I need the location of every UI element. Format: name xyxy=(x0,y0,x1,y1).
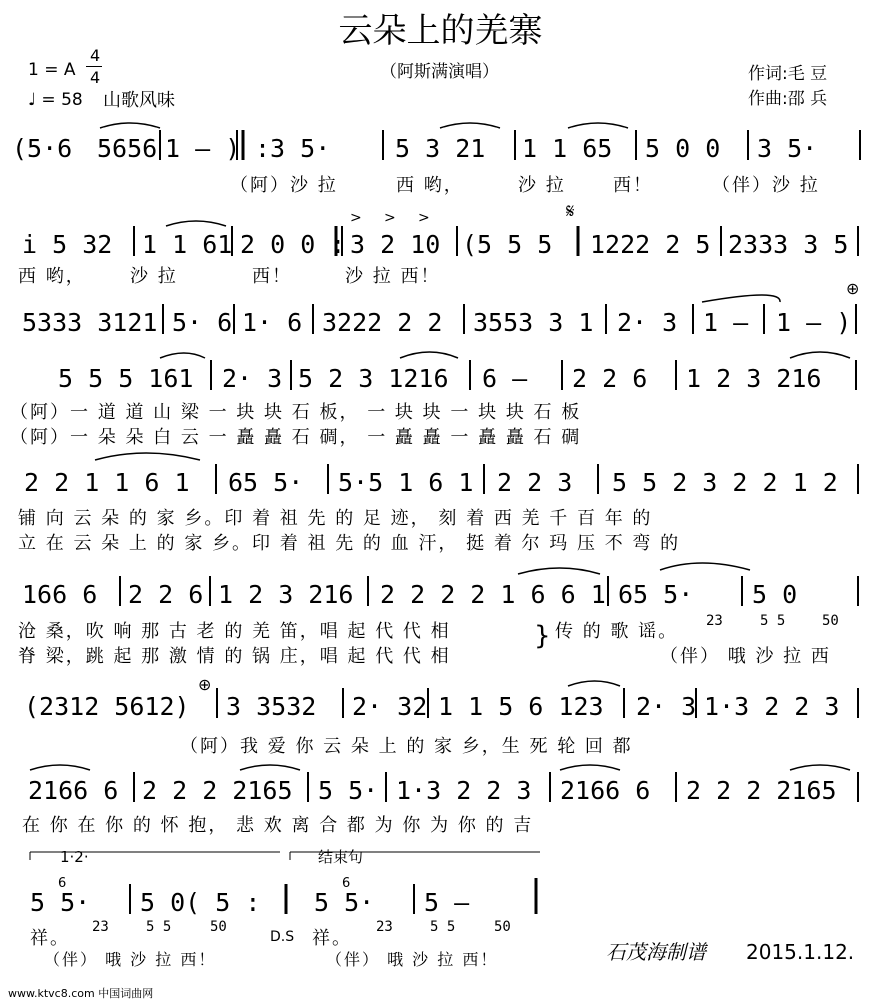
measure: 2166 6 xyxy=(560,776,651,805)
lyric: （阿）一 朵 朵 白 云 一 矗 矗 石 碉， 一 矗 矗 一 矗 矗 石 碉 xyxy=(10,427,582,448)
date-text: 2015.1.12. xyxy=(746,940,855,964)
lyric: 西 哟， xyxy=(18,266,86,287)
small-notes: 5 5 xyxy=(760,613,786,629)
lyric: 沙 拉 西！ xyxy=(345,266,441,287)
lyric: 沧 桑，吹 响 那 古 老 的 羌 笛，唱 起 代 代 相 xyxy=(18,621,451,642)
lyric: 在 你 在 你 的 怀 抱， 悲 欢 离 合 都 为 你 为 你 的 吉 xyxy=(22,815,534,836)
lyric: （伴） 哦 沙 拉 西！ xyxy=(326,950,499,969)
grace-note: 6 xyxy=(342,876,351,891)
measure: 5 5· xyxy=(30,888,91,917)
ds-mark: D.S xyxy=(270,929,295,945)
lyric: 铺 向 云 朵 的 家 乡。印 着 祖 先 的 足 迹， 刻 着 西 羌 千 百 年 的 xyxy=(18,508,653,529)
measure: 1 2 3 216 xyxy=(218,580,354,609)
style-mark: 山歌风味 xyxy=(103,90,175,111)
time-signature-top: 4 xyxy=(90,46,101,65)
singer-credit: （阿斯满演唱） xyxy=(380,62,499,82)
key-signature: 1 = A xyxy=(28,60,76,80)
measure: 6 – xyxy=(482,364,528,393)
small-notes: 5 5 xyxy=(146,919,172,935)
measure: 1 2 3 216 xyxy=(686,364,822,393)
small-notes: 23 xyxy=(706,613,723,629)
coda-label: 结束句 xyxy=(318,848,364,866)
segno-icon: 𝄋 xyxy=(566,199,575,223)
measure: 1 – xyxy=(703,308,749,337)
measure: 2 2 2 2165 xyxy=(686,776,837,805)
lyric: 传 的 歌 谣。 xyxy=(555,621,679,642)
measure: 166 6 xyxy=(22,580,98,609)
footer-watermark: www.ktvc8.com 中国词曲网 xyxy=(8,987,154,1000)
measure: 5 0 0 xyxy=(645,134,721,163)
lyric: 西！ xyxy=(252,266,292,287)
measure: :3 5· xyxy=(255,134,331,163)
measure: 1 1 61 xyxy=(142,230,233,259)
small-notes: 23 xyxy=(92,919,109,935)
brace: } xyxy=(534,621,553,651)
measure: 1·3 2 2 3 xyxy=(396,776,532,805)
measure: 5· 6 xyxy=(172,308,233,337)
lyric: 祥。 xyxy=(312,928,352,949)
volta-label: 1·2· xyxy=(60,848,89,866)
measure: 5 2 3 1216 xyxy=(298,364,449,393)
svg-text:>: > xyxy=(418,210,430,226)
measure: 1 – ) xyxy=(165,134,241,163)
measure: 2333 3 5 xyxy=(728,230,849,259)
measure: (2312 5612) xyxy=(24,692,190,721)
measure: 2 0 0 : xyxy=(240,230,346,259)
measure: 2· 3 xyxy=(222,364,283,393)
transcriber-credit: 石茂海制谱 xyxy=(606,940,706,964)
measure: 5 – xyxy=(424,888,470,917)
measure: 2 2 2 2165 xyxy=(142,776,293,805)
lyric: 沙 拉 xyxy=(518,175,566,196)
measure: 5656 xyxy=(97,134,158,163)
measure: 2 2 2 2 1 6 6 1 xyxy=(380,580,606,609)
measure: 5 3 21 xyxy=(395,134,486,163)
lyric: （伴） 哦 沙 拉 西！ xyxy=(44,950,217,969)
measure: 2· 3 xyxy=(617,308,678,337)
measure: (5 5 5 xyxy=(462,230,553,259)
small-notes: 50 xyxy=(822,613,839,629)
lyric: （阿）一 道 道 山 梁 一 块 块 石 板， 一 块 块 一 块 块 石 板 xyxy=(10,402,582,423)
measure: 3 5· xyxy=(757,134,818,163)
measure: 2· 3 xyxy=(636,692,697,721)
measure: 1· 6 xyxy=(242,308,303,337)
measure: 2 2 6 xyxy=(128,580,204,609)
lyric: （阿）我 爱 你 云 朵 上 的 家 乡，生 死 轮 回 都 xyxy=(180,736,633,757)
measure: 5 5· xyxy=(314,888,375,917)
lyricist-credit: 作词:毛 豆 xyxy=(748,64,828,84)
measure: 65 5· xyxy=(228,468,304,497)
measure: 1 1 65 xyxy=(522,134,613,163)
lyric: 祥。 xyxy=(30,928,70,949)
measure: 2· 32 xyxy=(352,692,428,721)
measure: 2166 6 xyxy=(28,776,119,805)
measure: 3 2 10 xyxy=(350,230,441,259)
small-notes: 23 xyxy=(376,919,393,935)
small-notes: 5 5 xyxy=(430,919,456,935)
measure: 5 0( 5 : xyxy=(140,888,261,917)
svg-text:>: > xyxy=(350,210,362,226)
measure: (5·6 xyxy=(12,134,73,163)
measure: 65 5· xyxy=(618,580,694,609)
measure: 1222 2 5 xyxy=(590,230,711,259)
lyric: 西 哟， xyxy=(396,175,464,196)
lyric: 立 在 云 朵 上 的 家 乡。印 着 祖 先 的 血 汗， 挺 着 尔 玛 压 不 弯 的 xyxy=(18,533,681,554)
measure: 5 5· xyxy=(318,776,379,805)
lyric: （伴）沙 拉 xyxy=(712,175,820,196)
small-notes: 50 xyxy=(210,919,227,935)
svg-text:>: > xyxy=(384,210,396,226)
measure: 5333 3121 xyxy=(22,308,158,337)
measure: 5 5 2 3 2 2 1 2 xyxy=(612,468,838,497)
lyric: 沙 拉 xyxy=(130,266,178,287)
page-title: 云朵上的羌寨 xyxy=(338,11,543,51)
measure: 5·5 1 6 1 xyxy=(338,468,474,497)
measure: 2 2 3 xyxy=(497,468,573,497)
measure: 3 3532 xyxy=(226,692,317,721)
measure: 3553 3 1 xyxy=(473,308,594,337)
measure: 5 0 xyxy=(752,580,798,609)
composer-credit: 作曲:邵 兵 xyxy=(748,89,828,109)
coda-icon: ⊕ xyxy=(846,279,860,298)
measure: 2 2 6 xyxy=(572,364,648,393)
lyric: 西！ xyxy=(613,175,653,196)
small-notes: 50 xyxy=(494,919,511,935)
measure: 1 1 5 6 123 xyxy=(438,692,604,721)
measure: 2 2 1 1 6 1 xyxy=(24,468,190,497)
lyric: 脊 梁，跳 起 那 激 情 的 锅 庄，唱 起 代 代 相 xyxy=(18,646,451,667)
measure: 3222 2 2 xyxy=(322,308,443,337)
measure: i 5 32 xyxy=(22,230,113,259)
measure: 5 5 5 161 xyxy=(58,364,194,393)
coda-icon: ⊕ xyxy=(198,675,212,694)
measure: 1·3 2 2 3 xyxy=(704,692,840,721)
tempo-mark: ♩ = 58 xyxy=(28,90,83,110)
measure: 1 – ) xyxy=(776,308,852,337)
time-signature-bottom: 4 xyxy=(90,68,101,87)
grace-note: 6 xyxy=(58,876,67,891)
lyric: （阿）沙 拉 xyxy=(230,175,338,196)
lyric: （伴） 哦 沙 拉 西 xyxy=(660,646,831,667)
